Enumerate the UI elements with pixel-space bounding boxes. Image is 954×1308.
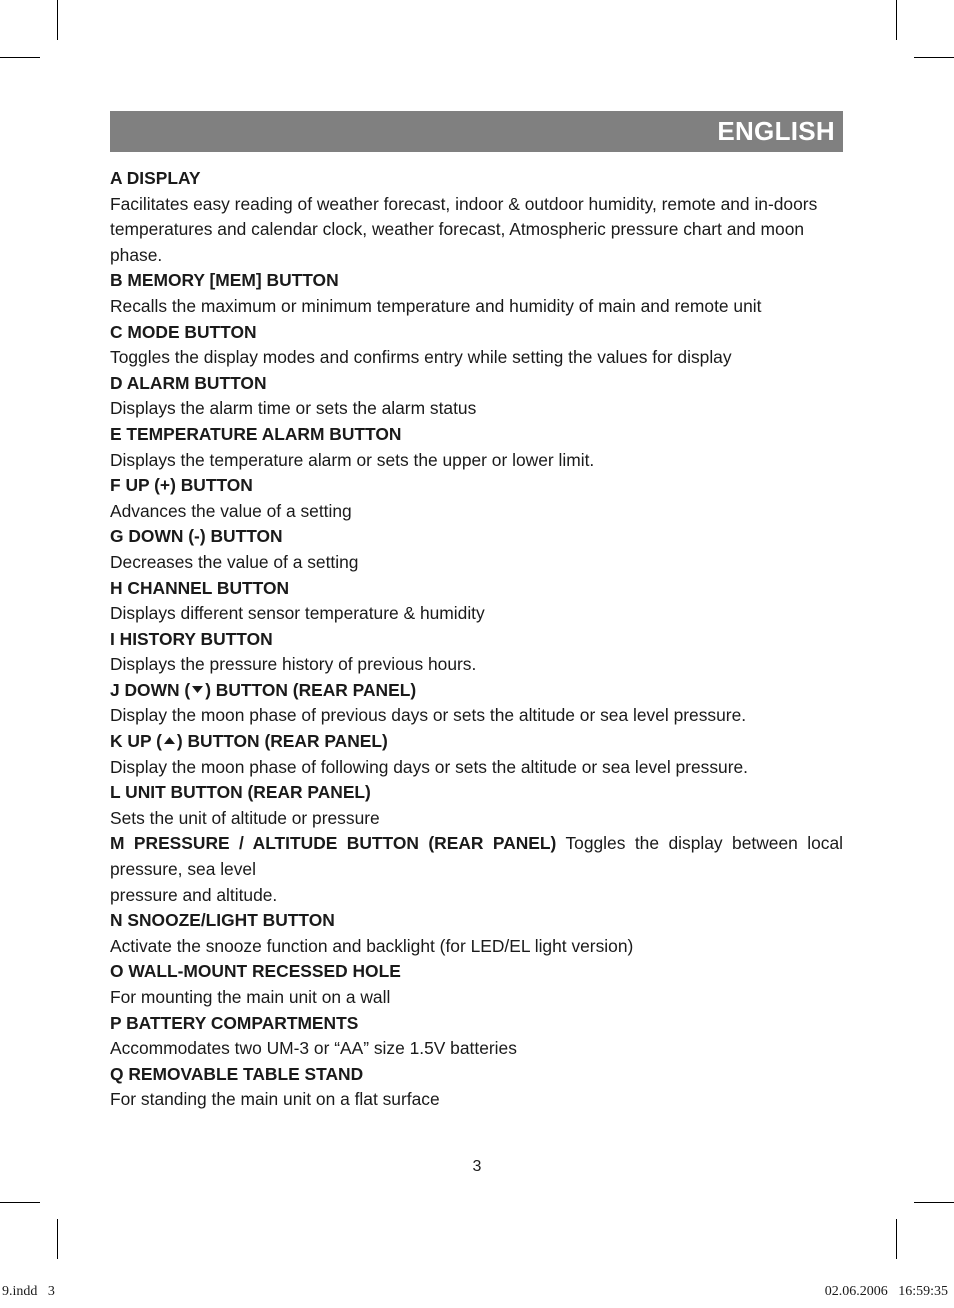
item-heading: G DOWN (-) BUTTON xyxy=(110,526,283,547)
item-heading xyxy=(110,729,843,755)
item-heading: M PRESSURE / ALTITUDE BUTTON (REAR PANEL) xyxy=(110,833,557,854)
item-heading: I HISTORY BUTTON xyxy=(110,628,273,649)
item-heading: H CHANNEL BUTTON xyxy=(110,577,290,598)
crop-mark xyxy=(896,1219,897,1259)
item-heading: L UNIT BUTTON (REAR PANEL) xyxy=(110,782,371,803)
item-heading: F UP (+) BUTTON xyxy=(110,475,253,496)
item-combined-paragraph xyxy=(110,831,843,882)
item-description: Display the moon phase of following days or sets the altitude or sea level pressure. xyxy=(110,756,749,777)
item-heading: Q REMOVABLE TABLE STAND xyxy=(110,1063,364,1084)
item-description: Decreases the value of a setting xyxy=(110,551,359,572)
item-description: Displays different sensor temperature & humidity xyxy=(110,603,485,624)
item-description: For mounting the main unit on a wall xyxy=(110,987,391,1007)
crop-mark xyxy=(57,0,58,40)
item-description: Displays the alarm time or sets the alarm status xyxy=(110,398,477,419)
item-heading: N SNOOZE/LIGHT BUTTON xyxy=(110,910,335,931)
slug-filename: 9.indd 3 xyxy=(2,1284,55,1299)
item-description: Displays the temperature alarm or sets the upper or lower limit. xyxy=(110,449,595,470)
item-heading xyxy=(110,678,843,704)
heading-prefix: K UP ( xyxy=(110,731,162,752)
page-content xyxy=(110,166,843,1113)
page-number: 3 xyxy=(472,1158,482,1175)
item-description: Activate the snooze function and backlight (for LED/EL light version) xyxy=(110,935,634,956)
heading-prefix: J DOWN ( xyxy=(110,679,191,700)
triangle-up-icon xyxy=(164,737,175,744)
triangle-down-icon xyxy=(192,686,203,693)
item-heading: C MODE BUTTON xyxy=(110,321,257,342)
item-description: Advances the value of a setting xyxy=(110,500,352,521)
language-banner xyxy=(110,111,843,152)
item-description: For standing the main unit on a flat surface xyxy=(110,1089,440,1110)
item-heading: B MEMORY [MEM] BUTTON xyxy=(110,270,339,291)
slug-timestamp: 02.06.2006 16:59:35 xyxy=(824,1284,948,1299)
item-description: Display the moon phase of previous days or sets the altitude or sea level pressure. xyxy=(110,705,747,726)
crop-mark xyxy=(0,57,40,58)
crop-mark xyxy=(914,1202,954,1203)
item-description: Toggles the display modes and confirms entry while setting the values for display xyxy=(110,347,732,368)
item-description: Recalls the maximum or minimum temperature and humidity of main and remote unit xyxy=(110,295,762,316)
banner-title: ENGLISH xyxy=(717,116,835,146)
crop-mark xyxy=(896,0,897,40)
item-heading: A DISPLAY xyxy=(110,168,201,188)
item-description: Displays the pressure history of previous hours. xyxy=(110,654,477,675)
crop-mark xyxy=(914,57,954,58)
heading-suffix: ) BUTTON (REAR PANEL) xyxy=(205,679,417,700)
item-description: Sets the unit of altitude or pressure xyxy=(110,807,380,828)
item-heading: E TEMPERATURE ALARM BUTTON xyxy=(110,423,402,444)
item-inline-description: Toggles the display between local pressure, sea level xyxy=(110,833,843,880)
item-description: pressure and altitude. xyxy=(110,884,278,905)
crop-mark xyxy=(0,1202,40,1203)
item-description: Facilitates easy reading of weather forecast, indoor & outdoor humidity, remote and in-doors temperatures and calendar clock, weather forecast, Atmospheric pressure chart and moon phase. xyxy=(110,193,818,265)
item-heading: D ALARM BUTTON xyxy=(110,372,267,393)
item-heading: P BATTERY COMPARTMENTS xyxy=(110,1012,359,1033)
item-description: Accommodates two UM-3 or “AA” size 1.5V batteries xyxy=(110,1038,517,1059)
crop-mark xyxy=(57,1219,58,1259)
item-heading: O WALL-MOUNT RECESSED HOLE xyxy=(110,961,401,982)
heading-suffix: ) BUTTON (REAR PANEL) xyxy=(176,731,388,752)
